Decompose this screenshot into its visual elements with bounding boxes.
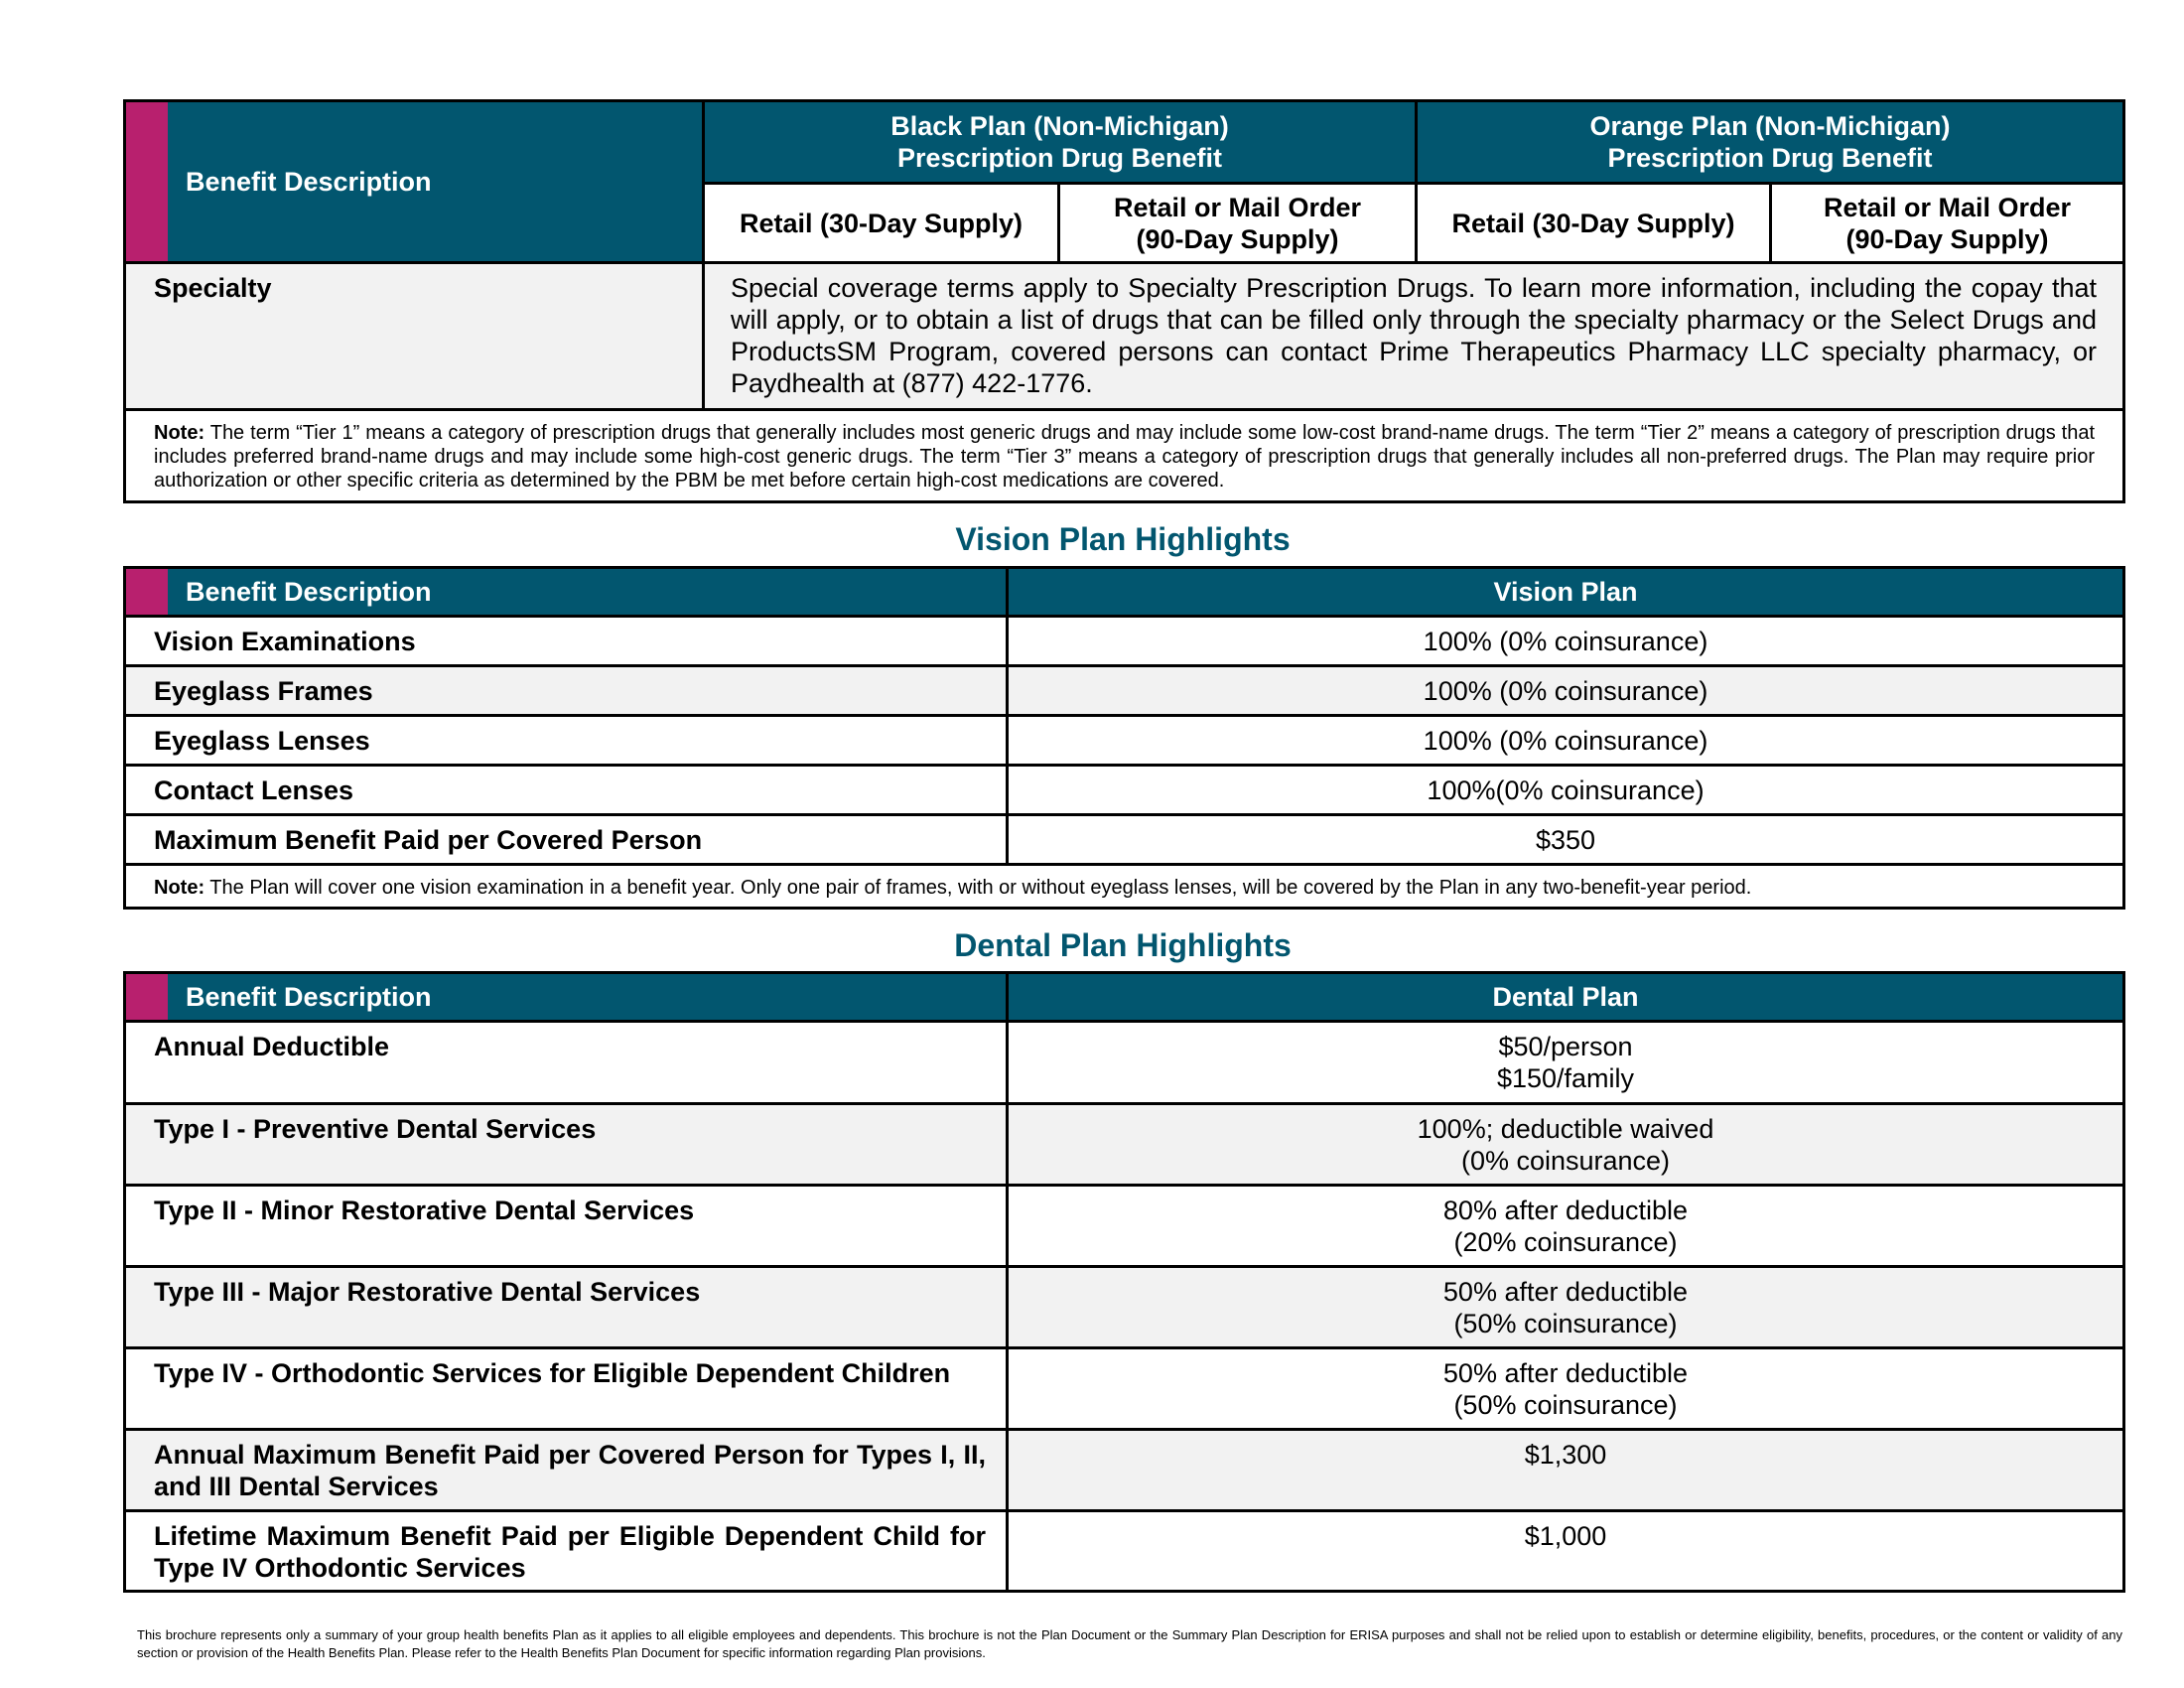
vision-row-label: Contact Lenses bbox=[125, 766, 1008, 815]
table-row bbox=[125, 815, 2124, 865]
vision-row-value: $350 bbox=[1008, 815, 2124, 865]
vision-note: Note: The Plan will cover one vision examination in a benefit year. Only one pair of frames, with or without eyeglass lenses, will be covered by the Plan in any two-benefit-year period. bbox=[125, 865, 2124, 909]
vision-section-title: Vision Plan Highlights bbox=[955, 521, 1291, 557]
vision-row-label: Eyeglass Lenses bbox=[125, 716, 1008, 766]
dental-row-value: 50% after deductible (50% coinsurance) bbox=[1008, 1267, 2124, 1348]
table-row bbox=[125, 1186, 2124, 1267]
table-row bbox=[125, 666, 2124, 716]
table-row bbox=[125, 617, 2124, 666]
dental-row-value: 100%; deductible waived (0% coinsurance) bbox=[1008, 1104, 2124, 1186]
rx-benefit-table bbox=[123, 99, 2125, 503]
dental-row-label: Type II - Minor Restorative Dental Services bbox=[125, 1186, 1008, 1267]
specialty-label: Specialty bbox=[125, 263, 704, 410]
accent-bar bbox=[126, 569, 168, 615]
vision-row-label: Eyeglass Frames bbox=[125, 666, 1008, 716]
table-row bbox=[125, 263, 2124, 410]
table-row bbox=[125, 1104, 2124, 1186]
dental-header-plan: Dental Plan bbox=[1008, 973, 2124, 1022]
vision-benefit-table bbox=[123, 566, 2125, 910]
vision-row-value: 100%(0% coinsurance) bbox=[1008, 766, 2124, 815]
accent-bar bbox=[126, 974, 168, 1020]
rx-subheader-black-mail-90: Retail or Mail Order (90-Day Supply) bbox=[1059, 184, 1417, 263]
rx-subheader-orange-mail-90: Retail or Mail Order (90-Day Supply) bbox=[1771, 184, 2124, 263]
specialty-text: Special coverage terms apply to Specialty Prescription Drugs. To learn more information, including the copay that will apply, or to obtain a list of drugs that can be filled only through the specialty pharmacy or the Select Drugs and ProductsSM Program, covered persons can contact Prime Therapeutics Pharmacy LLC specialty pharmacy, or Paydhealth at (877) 422-1776. bbox=[704, 263, 2124, 410]
rx-header-black-plan: Black Plan (Non-Michigan) Prescription Drug Benefit bbox=[704, 101, 1417, 184]
table-row bbox=[125, 1348, 2124, 1430]
table-row bbox=[125, 1430, 2124, 1511]
rx-header-benefit-description: Benefit Description bbox=[125, 101, 704, 263]
table-row bbox=[125, 766, 2124, 815]
dental-row-label: Annual Maximum Benefit Paid per Covered Person for Types I, II, and III Dental Services bbox=[125, 1430, 1008, 1511]
dental-row-label: Annual Deductible bbox=[125, 1022, 1008, 1104]
dental-row-label: Type IV - Orthodontic Services for Eligible Dependent Children bbox=[125, 1348, 1008, 1430]
dental-benefit-table bbox=[123, 971, 2125, 1593]
table-row bbox=[125, 1511, 2124, 1592]
vision-row-label: Vision Examinations bbox=[125, 617, 1008, 666]
rx-note: Note: The term “Tier 1” means a category of prescription drugs that generally includes most generic drugs and may include some low-cost brand-name drugs. The term “Tier 2” means a category of prescription drugs that includes preferred brand-name drugs and may include some high-cost generic drugs. The term “Tier 3” means a category of prescription drugs that generally includes all non-preferred drugs. The Plan may require prior authorization or other specific criteria as determined by the PBM be met before certain high-cost medications are covered. bbox=[125, 410, 2124, 502]
dental-row-label: Type I - Preventive Dental Services bbox=[125, 1104, 1008, 1186]
vision-row-value: 100% (0% coinsurance) bbox=[1008, 617, 2124, 666]
dental-row-value: $1,000 bbox=[1008, 1511, 2124, 1592]
dental-row-value: 50% after deductible (50% coinsurance) bbox=[1008, 1348, 2124, 1430]
table-row bbox=[125, 716, 2124, 766]
dental-row-label: Lifetime Maximum Benefit Paid per Eligible Dependent Child for Type IV Orthodontic Services bbox=[125, 1511, 1008, 1592]
vision-row-value: 100% (0% coinsurance) bbox=[1008, 666, 2124, 716]
dental-row-value: $1,300 bbox=[1008, 1430, 2124, 1511]
rx-header-orange-plan: Orange Plan (Non-Michigan) Prescription Drug Benefit bbox=[1417, 101, 2124, 184]
dental-header-benefit-description: Benefit Description bbox=[125, 973, 1008, 1022]
dental-row-value: $50/person $150/family bbox=[1008, 1022, 2124, 1104]
disclaimer-footer: This brochure represents only a summary of your group health benefits Plan as it applies to all eligible employees and dependents. This brochure is not the Plan Document or the Summary Plan Description for ERISA purposes and shall not be relied upon to establish or determine eligibility, benefits, procedures, or the content or validity of any section or provision of the Health Benefits Plan. Please refer to the Health Benefits Plan Document for specific information regarding Plan provisions. bbox=[137, 1627, 2122, 1660]
note-row bbox=[125, 865, 2124, 909]
table-row bbox=[125, 1267, 2124, 1348]
dental-row-label: Type III - Major Restorative Dental Services bbox=[125, 1267, 1008, 1348]
table-row bbox=[125, 1022, 2124, 1104]
vision-row-label: Maximum Benefit Paid per Covered Person bbox=[125, 815, 1008, 865]
dental-section-title: Dental Plan Highlights bbox=[954, 927, 1292, 963]
rx-subheader-orange-retail-30: Retail (30-Day Supply) bbox=[1417, 184, 1771, 263]
vision-row-value: 100% (0% coinsurance) bbox=[1008, 716, 2124, 766]
rx-subheader-black-retail-30: Retail (30-Day Supply) bbox=[704, 184, 1059, 263]
accent-bar bbox=[126, 102, 168, 261]
vision-header-plan: Vision Plan bbox=[1008, 568, 2124, 617]
vision-header-benefit-description: Benefit Description bbox=[125, 568, 1008, 617]
dental-row-value: 80% after deductible (20% coinsurance) bbox=[1008, 1186, 2124, 1267]
note-row bbox=[125, 410, 2124, 502]
